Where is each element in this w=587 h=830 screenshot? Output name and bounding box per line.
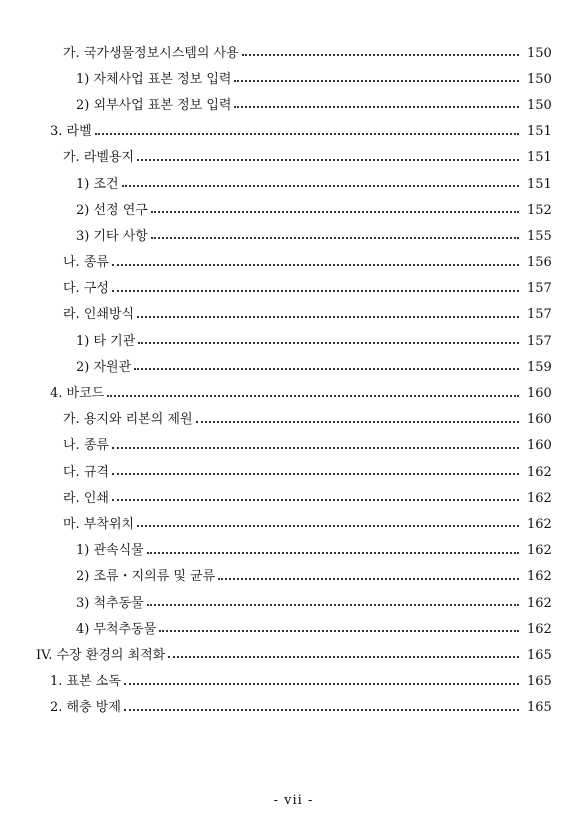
toc-entry bbox=[0, 197, 587, 223]
toc-entry-page-number: 150 bbox=[527, 45, 552, 61]
toc-entry-page-number: 151 bbox=[527, 124, 552, 140]
toc-entry-title: 1) 관속식물 bbox=[76, 543, 144, 559]
toc-entry-title: 나. 종류 bbox=[63, 438, 109, 454]
toc-entry bbox=[0, 642, 587, 668]
toc-entry bbox=[0, 538, 587, 564]
dot-leader bbox=[137, 525, 519, 527]
toc-entry-page-number: 162 bbox=[527, 516, 552, 532]
dot-leader bbox=[234, 80, 519, 82]
dot-leader bbox=[112, 473, 519, 475]
toc-entry-page-number: 162 bbox=[527, 569, 552, 585]
toc-entry bbox=[0, 485, 587, 511]
toc-entry-page-number: 165 bbox=[527, 647, 552, 663]
dot-leader bbox=[112, 499, 519, 501]
toc-entry-page-number: 159 bbox=[527, 359, 552, 375]
toc-entry bbox=[0, 92, 587, 118]
toc-entry-page-number: 162 bbox=[527, 543, 552, 559]
toc-entry-title: 4. 바코드 bbox=[50, 386, 105, 402]
toc-entry-page-number: 160 bbox=[527, 386, 552, 402]
toc-entry-title: 2. 해충 방제 bbox=[50, 700, 121, 716]
toc-entry bbox=[0, 354, 587, 380]
toc-entry-page-number: 150 bbox=[527, 71, 552, 87]
dot-leader bbox=[159, 630, 519, 632]
toc-entry-page-number: 160 bbox=[527, 438, 552, 454]
toc-entry bbox=[0, 616, 587, 642]
toc-entry-title: 2) 선정 연구 bbox=[76, 202, 148, 218]
toc-entry-title: 나. 종류 bbox=[63, 255, 109, 271]
toc-entry bbox=[0, 223, 587, 249]
toc-entry-page-number: 162 bbox=[527, 595, 552, 611]
toc-entry-title: 라. 인쇄 bbox=[63, 490, 109, 506]
toc-entry-title: 3. 라벨 bbox=[50, 124, 92, 140]
toc-entry-title: 1) 자체사업 표본 정보 입력 bbox=[76, 71, 232, 87]
toc-entry-title: 3) 척추동물 bbox=[76, 595, 144, 611]
dot-leader bbox=[151, 237, 519, 239]
toc-entry-page-number: 162 bbox=[527, 621, 552, 637]
dot-leader bbox=[112, 447, 519, 449]
toc-entry-page-number: 165 bbox=[527, 700, 552, 716]
toc-entry-page-number: 165 bbox=[527, 674, 552, 690]
toc-entry-title: 다. 규격 bbox=[63, 464, 109, 480]
toc-entry-page-number: 156 bbox=[527, 255, 552, 271]
dot-leader bbox=[122, 185, 519, 187]
toc-entry-page-number: 157 bbox=[527, 307, 552, 323]
toc-entry-page-number: 162 bbox=[527, 490, 552, 506]
toc-entry-title: 1. 표본 소독 bbox=[50, 674, 121, 690]
dot-leader bbox=[124, 709, 519, 711]
toc-entry-title: 가. 국가생물정보시스템의 사용 bbox=[63, 45, 239, 61]
dot-leader bbox=[137, 316, 519, 318]
dot-leader bbox=[95, 133, 519, 135]
toc-entry bbox=[0, 276, 587, 302]
table-of-contents bbox=[0, 40, 587, 721]
toc-entry-page-number: 152 bbox=[527, 202, 552, 218]
dot-leader bbox=[124, 683, 519, 685]
toc-entry bbox=[0, 328, 587, 354]
toc-entry-title: 라. 인쇄방식 bbox=[63, 307, 135, 323]
toc-entry-title: 1) 조건 bbox=[76, 176, 119, 192]
dot-leader bbox=[218, 578, 519, 580]
toc-entry-page-number: 160 bbox=[527, 412, 552, 428]
toc-entry bbox=[0, 145, 587, 171]
dot-leader bbox=[138, 342, 519, 344]
toc-entry bbox=[0, 669, 587, 695]
toc-entry-title: 3) 기타 사항 bbox=[76, 228, 148, 244]
dot-leader bbox=[234, 106, 519, 108]
page-number-footer: - vii - bbox=[273, 793, 314, 808]
toc-entry-title: 2) 자원관 bbox=[76, 359, 132, 375]
toc-entry bbox=[0, 433, 587, 459]
dot-leader bbox=[168, 656, 519, 658]
toc-entry bbox=[0, 250, 587, 276]
toc-entry-title: 4) 무척추동물 bbox=[76, 621, 157, 637]
toc-entry-title: 2) 조류・지의류 및 균류 bbox=[76, 569, 216, 585]
dot-leader bbox=[112, 264, 519, 266]
toc-entry bbox=[0, 564, 587, 590]
toc-entry bbox=[0, 302, 587, 328]
toc-entry-title: 2) 외부사업 표본 정보 입력 bbox=[76, 97, 232, 113]
toc-entry-page-number: 150 bbox=[527, 97, 552, 113]
toc-entry-title: 가. 용지와 리본의 제원 bbox=[63, 412, 193, 428]
toc-entry-page-number: 157 bbox=[527, 333, 552, 349]
toc-entry-title: IV. 수장 환경의 최적화 bbox=[36, 647, 166, 663]
dot-leader bbox=[242, 54, 519, 56]
dot-leader bbox=[147, 604, 519, 606]
toc-entry bbox=[0, 40, 587, 66]
toc-entry-page-number: 151 bbox=[527, 176, 552, 192]
toc-entry-page-number: 151 bbox=[527, 150, 552, 166]
dot-leader bbox=[134, 368, 519, 370]
dot-leader bbox=[151, 211, 519, 213]
toc-entry bbox=[0, 695, 587, 721]
toc-entry-title: 가. 라벨용지 bbox=[63, 150, 135, 166]
dot-leader bbox=[107, 395, 519, 397]
toc-entry-page-number: 157 bbox=[527, 281, 552, 297]
toc-entry-title: 다. 구성 bbox=[63, 281, 109, 297]
toc-entry bbox=[0, 119, 587, 145]
toc-entry bbox=[0, 511, 587, 537]
toc-entry bbox=[0, 380, 587, 406]
toc-entry-title: 1) 타 기관 bbox=[76, 333, 136, 349]
toc-entry bbox=[0, 171, 587, 197]
toc-entry-title: 마. 부착위치 bbox=[63, 516, 135, 532]
toc-entry bbox=[0, 459, 587, 485]
toc-entry-page-number: 155 bbox=[527, 228, 552, 244]
toc-entry-page-number: 162 bbox=[527, 464, 552, 480]
dot-leader bbox=[112, 290, 519, 292]
toc-entry bbox=[0, 66, 587, 92]
dot-leader bbox=[147, 552, 519, 554]
toc-entry bbox=[0, 407, 587, 433]
toc-entry bbox=[0, 590, 587, 616]
dot-leader bbox=[137, 159, 519, 161]
dot-leader bbox=[196, 421, 519, 423]
